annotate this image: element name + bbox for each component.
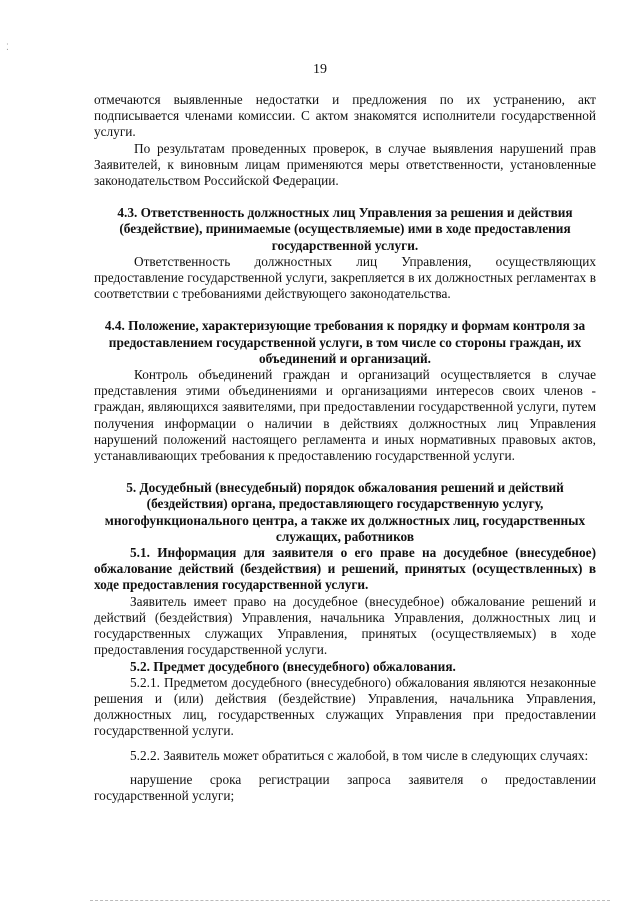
paragraph-right-to-appeal: Заявитель имеет право на досудебное (внесудебное) обжалование решений и действий (бездействия) Управления, начальника Управления, должностных лиц и государственных служащих Управления, принятых (осуществляемых) в ходе предоставления государственной услуги.	[94, 593, 596, 658]
paragraph-acts: отмечаются выявленные недостатки и предложения по их устранению, акт подписывается членами комиссии. С актом знакомятся исполнители государственной услуги.	[94, 92, 596, 140]
scan-bottom-edge	[90, 900, 610, 901]
paragraph-check-results: По результатам проведенных проверок, в случае выявления нарушений прав Заявителей, к виновным лицам применяются меры ответственности, установленные законодательством Российской Федерации.	[94, 140, 596, 189]
section-heading-4-3: 4.3. Ответственность должностных лиц Управления за решения и действия (бездействие), принимаемые (осуществляемые) ими в ходе предоставления государственной услуги.	[117, 205, 573, 253]
section-heading-5-2: 5.2. Предмет досудебного (внесудебного) обжалования.	[130, 658, 456, 674]
section-heading-5-1: 5.1. Информация для заявителя о его праве на досудебное (внесудебное) обжалование действий (бездействия) и решений, принятых (осуществленных) в ходе предоставления государственной услуги.	[94, 545, 596, 593]
paragraph-responsibility: Ответственность должностных лиц Управления, осуществляющих предоставление государственной услуги, закрепляется в их должностных регламентах в соответствии с требованиями действующего законодательства.	[94, 253, 596, 302]
paragraph-5-2-2: 5.2.2. Заявитель может обратиться с жалобой, в том числе в следующих случаях:	[130, 747, 589, 763]
section-heading-4-4: 4.4. Положение, характеризующие требования к порядку и формам контроля за предоставлением государственной услуги, в том числе со стороны граждан, их объединений и организаций.	[104, 318, 586, 366]
paragraph-registration-violation: нарушение срока регистрации запроса заявителя о предоставлении государственной услуги;	[94, 771, 596, 803]
paragraph-citizen-control: Контроль объединений граждан и организаций осуществляется в случае представления этими объединениями и организациями интересов своих членов - граждан, являющихся заявителями, при предоставлении государственной услуги, путем получения информации о наличии в действиях должностных лиц Управления нарушений положений настоящего регламента и иных нормативных правовых актов, устанавливающих требования к предоставлению государственной услуги.	[94, 367, 596, 464]
paragraph-5-2-1: 5.2.1. Предметом досудебного (внесудебного) обжалования являются незаконные решения и (или) действия (бездействие) Управления, начальника Управления, должностных лиц, государственных служащих Управления при предоставлении государственной услуги.	[94, 674, 596, 739]
section-heading-5: 5. Досудебный (внесудебный) порядок обжалования решений и действий (бездействия) органа, предоставляющего государственную услугу, многофункционального центра, а также их должностных лиц, государственных служащих, работников	[104, 480, 586, 544]
scan-artifact-icon: ⁚	[6, 42, 9, 52]
page-number: 19	[313, 62, 327, 77]
document-body	[94, 92, 596, 804]
